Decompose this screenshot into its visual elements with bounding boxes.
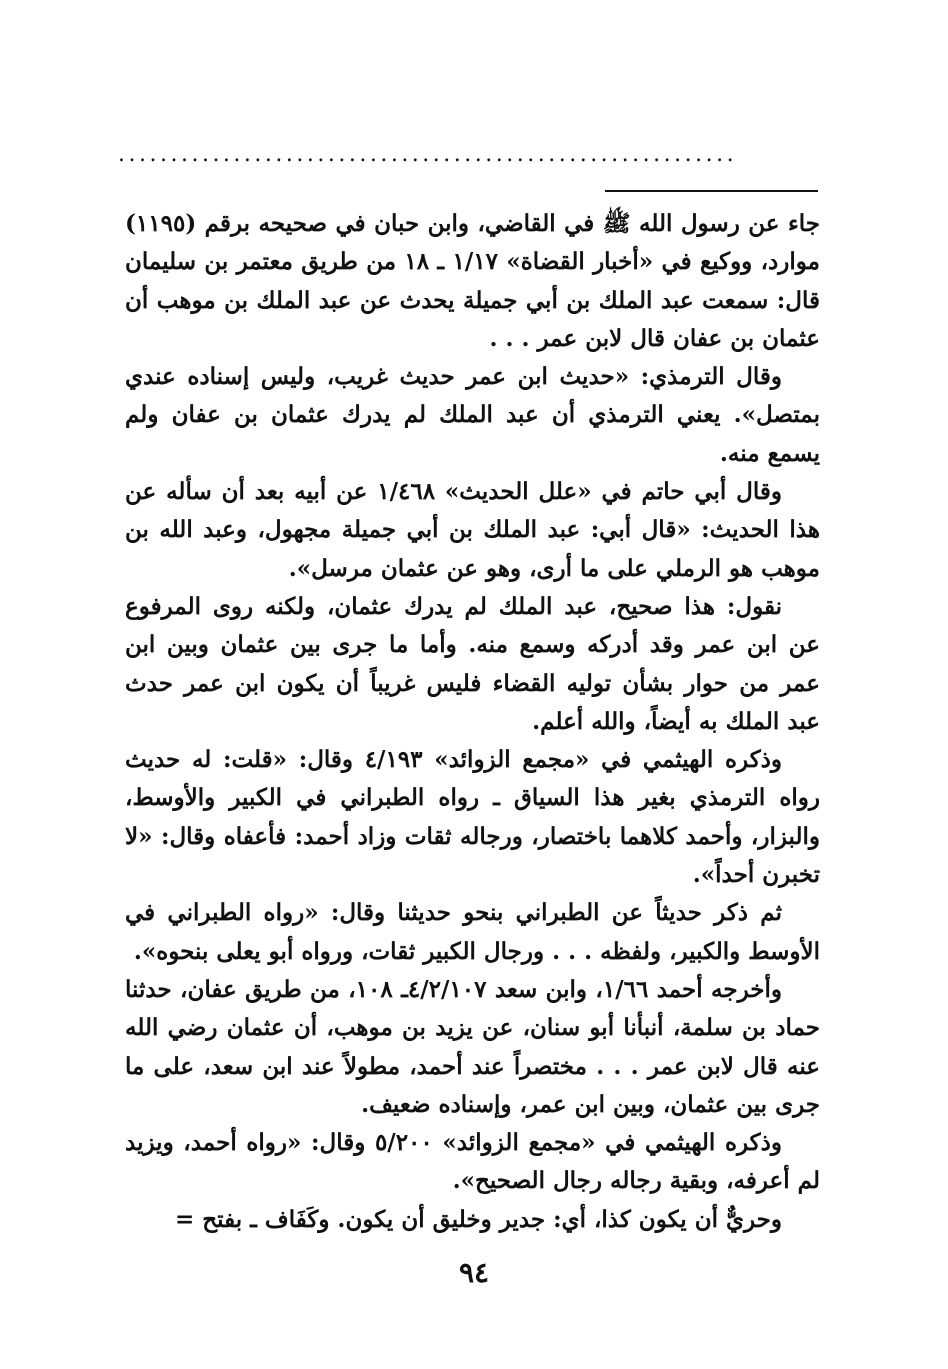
- paragraph-7: وأخرجه أحمد ١/٦٦، وابن سعد ٤/٢/١٠٧ـ ١٠٨، من طريق عفان، حدثنا حماد بن سلمة، أنبأنا أبو سنان، عن يزيد بن موهب، أن عثمان رضي الله عنه قال لابن عمر . . . مختصراً عند أحمد، مطولاً عند ابن سعد، على ما جرى بين عثمان، وبين ابن عمر، وإسناده ضعيف.: [125, 975, 820, 1118]
- paragraph-6: ثم ذكر حديثاً عن الطبراني بنحو حديثنا وقال: «رواه الطبراني في الأوسط والكبير، ولفظه . . . ورجال الكبير ثقات، ورواه أبو يعلى بنحوه».: [125, 899, 820, 965]
- footnote-rule: [605, 190, 818, 192]
- paragraph-4: نقول: هذا صحيح، عبد الملك لم يدرك عثمان، ولكنه روى المرفوع عن ابن عمر وقد أدركه وسمع منه. وأما ما جرى بين عثمان وبين ابن عمر من حوار بشأن توليه القضاء فليس غريباً أن يكون ابن عمر حدث عبد الملك به أيضاً، والله أعلم.: [125, 592, 820, 735]
- paragraph-2: وقال الترمذي: «حديث ابن عمر حديث غريب، وليس إسناده عندي بمتصل». يعني الترمذي أن عبد الملك لم يدرك عثمان بن عفان ولم يسمع منه.: [125, 363, 820, 467]
- paragraph-5: وذكره الهيثمي في «مجمع الزوائد» ٤/١٩٣ وقال: «قلت: له حديث رواه الترمذي بغير هذا السياق ـ رواه الطبراني في الكبير والأوسط، والبزار، وأحمد كلاهما باختصار، ورجاله ثقات وزاد أحمد: فأعفاه وقال: «لا تخبرن أحداً».: [125, 746, 820, 889]
- paragraph-1: جاء عن رسول الله ﷺ في القاضي، وابن حبان في صحيحه برقم (١١٩٥) موارد، ووكيع في «أخبار القضاة» ١/١٧ ـ ١٨ من طريق معتمر بن سليمان قال: سمعت عبد الملك بن أبي جميلة يحدث عن عبد الملك بن موهب أن عثمان بن عفان قال لابن عمر . . .: [125, 210, 820, 352]
- paragraph-3: وقال أبي حاتم في «علل الحديث» ١/٤٦٨ عن أبيه بعد أن سأله عن هذا الحديث: «قال أبي: عبد الملك بن أبي جميلة مجهول، وعبد الله بن موهب هو الرملي على ما أرى، وهو عن عثمان مرسل».: [125, 478, 820, 582]
- page-number: ٩٤: [458, 1256, 490, 1289]
- footnote-text: [125, 205, 820, 1239]
- dotted-separator: ...........................................................: [118, 148, 738, 162]
- paragraph-8: وذكره الهيثمي في «مجمع الزوائد» ٥/٢٠٠ وقال: «رواه أحمد، ويزيد لم أعرفه، وبقية رجاله رجال الصحيح».: [125, 1129, 820, 1195]
- paragraph-9: وحريٌّ أن يكون كذا، أي: جدير وخليق أن يكون. وكَفَاف ـ بفتح =: [175, 1205, 782, 1233]
